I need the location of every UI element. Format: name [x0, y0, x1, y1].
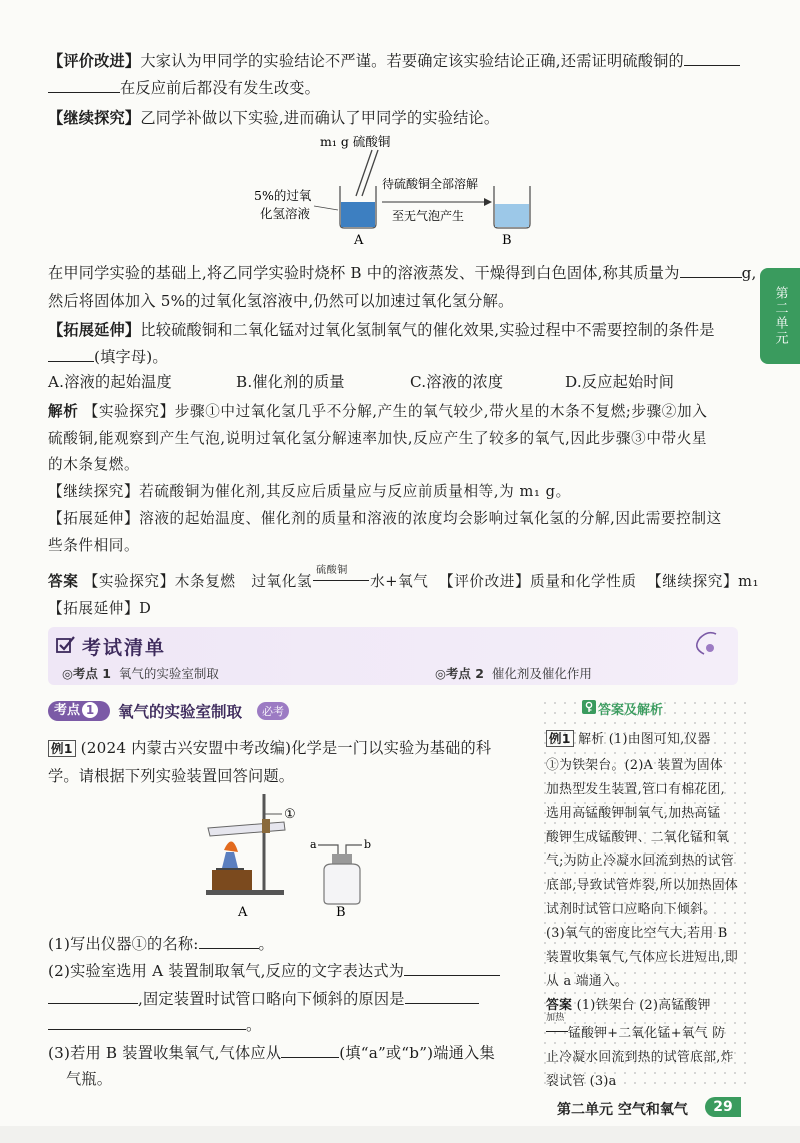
page-number: 29: [705, 1097, 741, 1117]
continue-line: 【继续探究】乙同学补做以下实验,进而确认了甲同学的实验结论。: [48, 109, 500, 127]
answer-panel-answer: 答案 (1)铁架台 (2)高锰酸钾: [546, 998, 711, 1013]
question-3-line-1: (3)若用 B 装置收集氧气,气体应从 (填“a”或“b”)端通入集: [48, 1044, 495, 1062]
svg-text:待硫酸铜全部溶解: 待硫酸铜全部溶解: [382, 177, 479, 191]
answer-line-1: 答案 【实验探究】木条复燃 过氧化氢 硫酸铜 水+氧气 【评价改进】质量和化学性质 【继续探究】m₁: [48, 565, 760, 590]
checkpoint-1-link[interactable]: ◎考点 1 氧气的实验室制取: [62, 666, 219, 681]
svg-text:A: A: [238, 905, 248, 920]
answer-blank[interactable]: [48, 78, 120, 93]
question-2-line-3: 。: [48, 1014, 261, 1035]
answer-panel-line: (3)氧气的密度比空气大,若用 B: [546, 926, 728, 941]
question-2-line-1: (2)实验室选用 A 装置制取氧气,反应的文字表达式为: [48, 960, 500, 981]
swirl-decoration-icon: [690, 628, 730, 658]
answer-panel-answer: 止冷凝水回流到热的试管底部,炸: [546, 1050, 734, 1065]
analysis-line-1: 解析 【实验探究】步骤①中过氧化氢几乎不分解,产生的氧气较少,带火星的木条不复燃;步骤②加入: [48, 403, 708, 420]
question-2-line-2: ,固定装置时试管口略向下倾斜的原因是: [48, 988, 479, 1009]
option-c[interactable]: C.溶液的浓度: [410, 373, 504, 391]
example-line-2: 学。请根据下列实验装置回答问题。: [48, 767, 295, 785]
svg-text:化氢溶液: 化氢溶液: [260, 206, 311, 221]
analysis-line-4: 【继续探究】若硫酸铜为催化剂,其反应后质量应与反应前质量相等,为 m₁ g。: [48, 483, 571, 500]
option-b[interactable]: B.催化剂的质量: [236, 373, 345, 391]
answer-blank[interactable]: [404, 961, 500, 976]
beaker-experiment-figure: [250, 130, 570, 248]
answer-panel-line: 从 a 端通入。: [546, 974, 629, 989]
answer-panel-line: 选用高锰酸钾制氧气,加热高锰: [546, 806, 721, 821]
svg-text:B: B: [502, 233, 512, 248]
answer-blank[interactable]: [405, 989, 479, 1004]
svg-text:b: b: [364, 838, 372, 851]
analysis-line-2: 硫酸铜,能观察到产生气泡,说明过氧化氢分解速率加快,反应产生了较多的氧气,因此步骤③中带火星: [48, 430, 708, 447]
must-test-badge: 必考: [257, 702, 289, 720]
analysis-line-6: 些条件相同。: [48, 537, 140, 554]
key-icon: [582, 700, 596, 714]
svg-text:B: B: [336, 905, 346, 920]
section-pill: 考点 1: [48, 701, 110, 721]
option-d[interactable]: D.反应起始时间: [565, 373, 675, 391]
weigh-line-2: 然后将固体加入 5%的过氧化氢溶液中,仍然可以加速过氧化氢分解。: [48, 292, 514, 310]
example-tag: 例1: [48, 740, 76, 757]
extend-line: 【拓展延伸】比较硫酸铜和二氧化锰对过氧化氢制氧气的催化效果,实验过程中不需要控制的条件是: [48, 321, 715, 339]
weigh-line-1: 在甲同学实验的基础上,将乙同学实验时烧杯 B 中的溶液蒸发、干燥得到白色固体,称其质量为 g,: [48, 264, 757, 282]
answer-blank[interactable]: [48, 989, 138, 1004]
answer-blank[interactable]: [680, 263, 742, 278]
answer-panel-answer: 裂试管 (3)a: [546, 1074, 617, 1089]
apparatus-figure: [198, 790, 388, 920]
answer-panel-answer: 锰酸钾+二氧化锰+氧气 防: [546, 1022, 725, 1041]
answer-panel-line: 例1 解析 (1)由图可知,仪器: [546, 728, 711, 747]
answer-panel-line: 底部,导致试管炸裂,所以加热固体: [546, 878, 739, 893]
answer-panel-line: 加热型发生装置,管口有棉花团,: [546, 782, 725, 797]
bottom-strip: [0, 1126, 800, 1143]
svg-text:A: A: [354, 233, 364, 248]
svg-text:5%的过氧: 5%的过氧: [254, 188, 312, 203]
copper-sulfate-label: m₁ g 硫酸铜: [320, 134, 391, 149]
question-3-line-2: 气瓶。: [66, 1070, 113, 1088]
footer-title: 第二单元 空气和氧气: [557, 1102, 688, 1118]
analysis-line-3: 的木条复燃。: [48, 456, 140, 473]
answer-line-2: 【拓展延伸】D: [48, 600, 152, 617]
checkpoint-2-link[interactable]: ◎考点 2 催化剂及催化作用: [435, 666, 592, 681]
answer-panel-line: 装置收集氧气,气体应长进短出,即: [546, 950, 739, 965]
reaction-arrow: 硫酸铜: [312, 573, 370, 590]
unit-side-tab[interactable]: 第二单元: [760, 268, 800, 364]
answer-panel-line: 气;为防止冷凝水回流到热的试管: [546, 854, 734, 869]
example-line-1: 例1 (2024 内蒙古兴安盟中考改编)化学是一门以实验为基础的科: [48, 737, 491, 758]
answer-blank[interactable]: [684, 51, 740, 66]
question-1: (1)写出仪器①的名称: 。: [48, 935, 274, 953]
extend-line-2: (填字母)。: [48, 346, 168, 367]
answer-blank[interactable]: [48, 1015, 246, 1030]
answer-panel-line: ①为铁架台。(2)A 装置为固体: [546, 758, 724, 773]
answer-blank[interactable]: [48, 347, 94, 362]
section-title: 氧气的实验室制取: [118, 703, 243, 721]
svg-text:a: a: [310, 838, 317, 851]
answer-panel-line: 酸钾生成锰酸钾、二氧化锰和氧: [546, 830, 730, 845]
banner-title: 考试清单: [82, 637, 167, 659]
eval-line-2: 在反应前后都没有发生改变。: [48, 77, 320, 98]
heat-condition-label: 加热: [546, 1013, 565, 1023]
answer-blank[interactable]: [281, 1043, 339, 1058]
analysis-line-5: 【拓展延伸】溶液的起始温度、催化剂的质量和溶液的浓度均会影响过氧化氢的分解,因此需要控制这: [48, 510, 722, 527]
svg-text:①: ①: [284, 807, 296, 822]
svg-text:至无气泡产生: 至无气泡产生: [392, 209, 465, 223]
answer-panel-line: 试剂时试管口应略向下倾斜。: [546, 902, 717, 917]
option-a[interactable]: A.溶液的起始温度: [48, 373, 172, 391]
checkbox-icon: [56, 636, 76, 654]
answer-blank[interactable]: [199, 934, 259, 949]
eval-line-1: 【评价改进】大家认为甲同学的实验结论不严谨。若要确定该实验结论正确,还需证明硫酸铜的: [48, 50, 740, 71]
answer-panel-title: 答案及解析: [598, 703, 664, 718]
